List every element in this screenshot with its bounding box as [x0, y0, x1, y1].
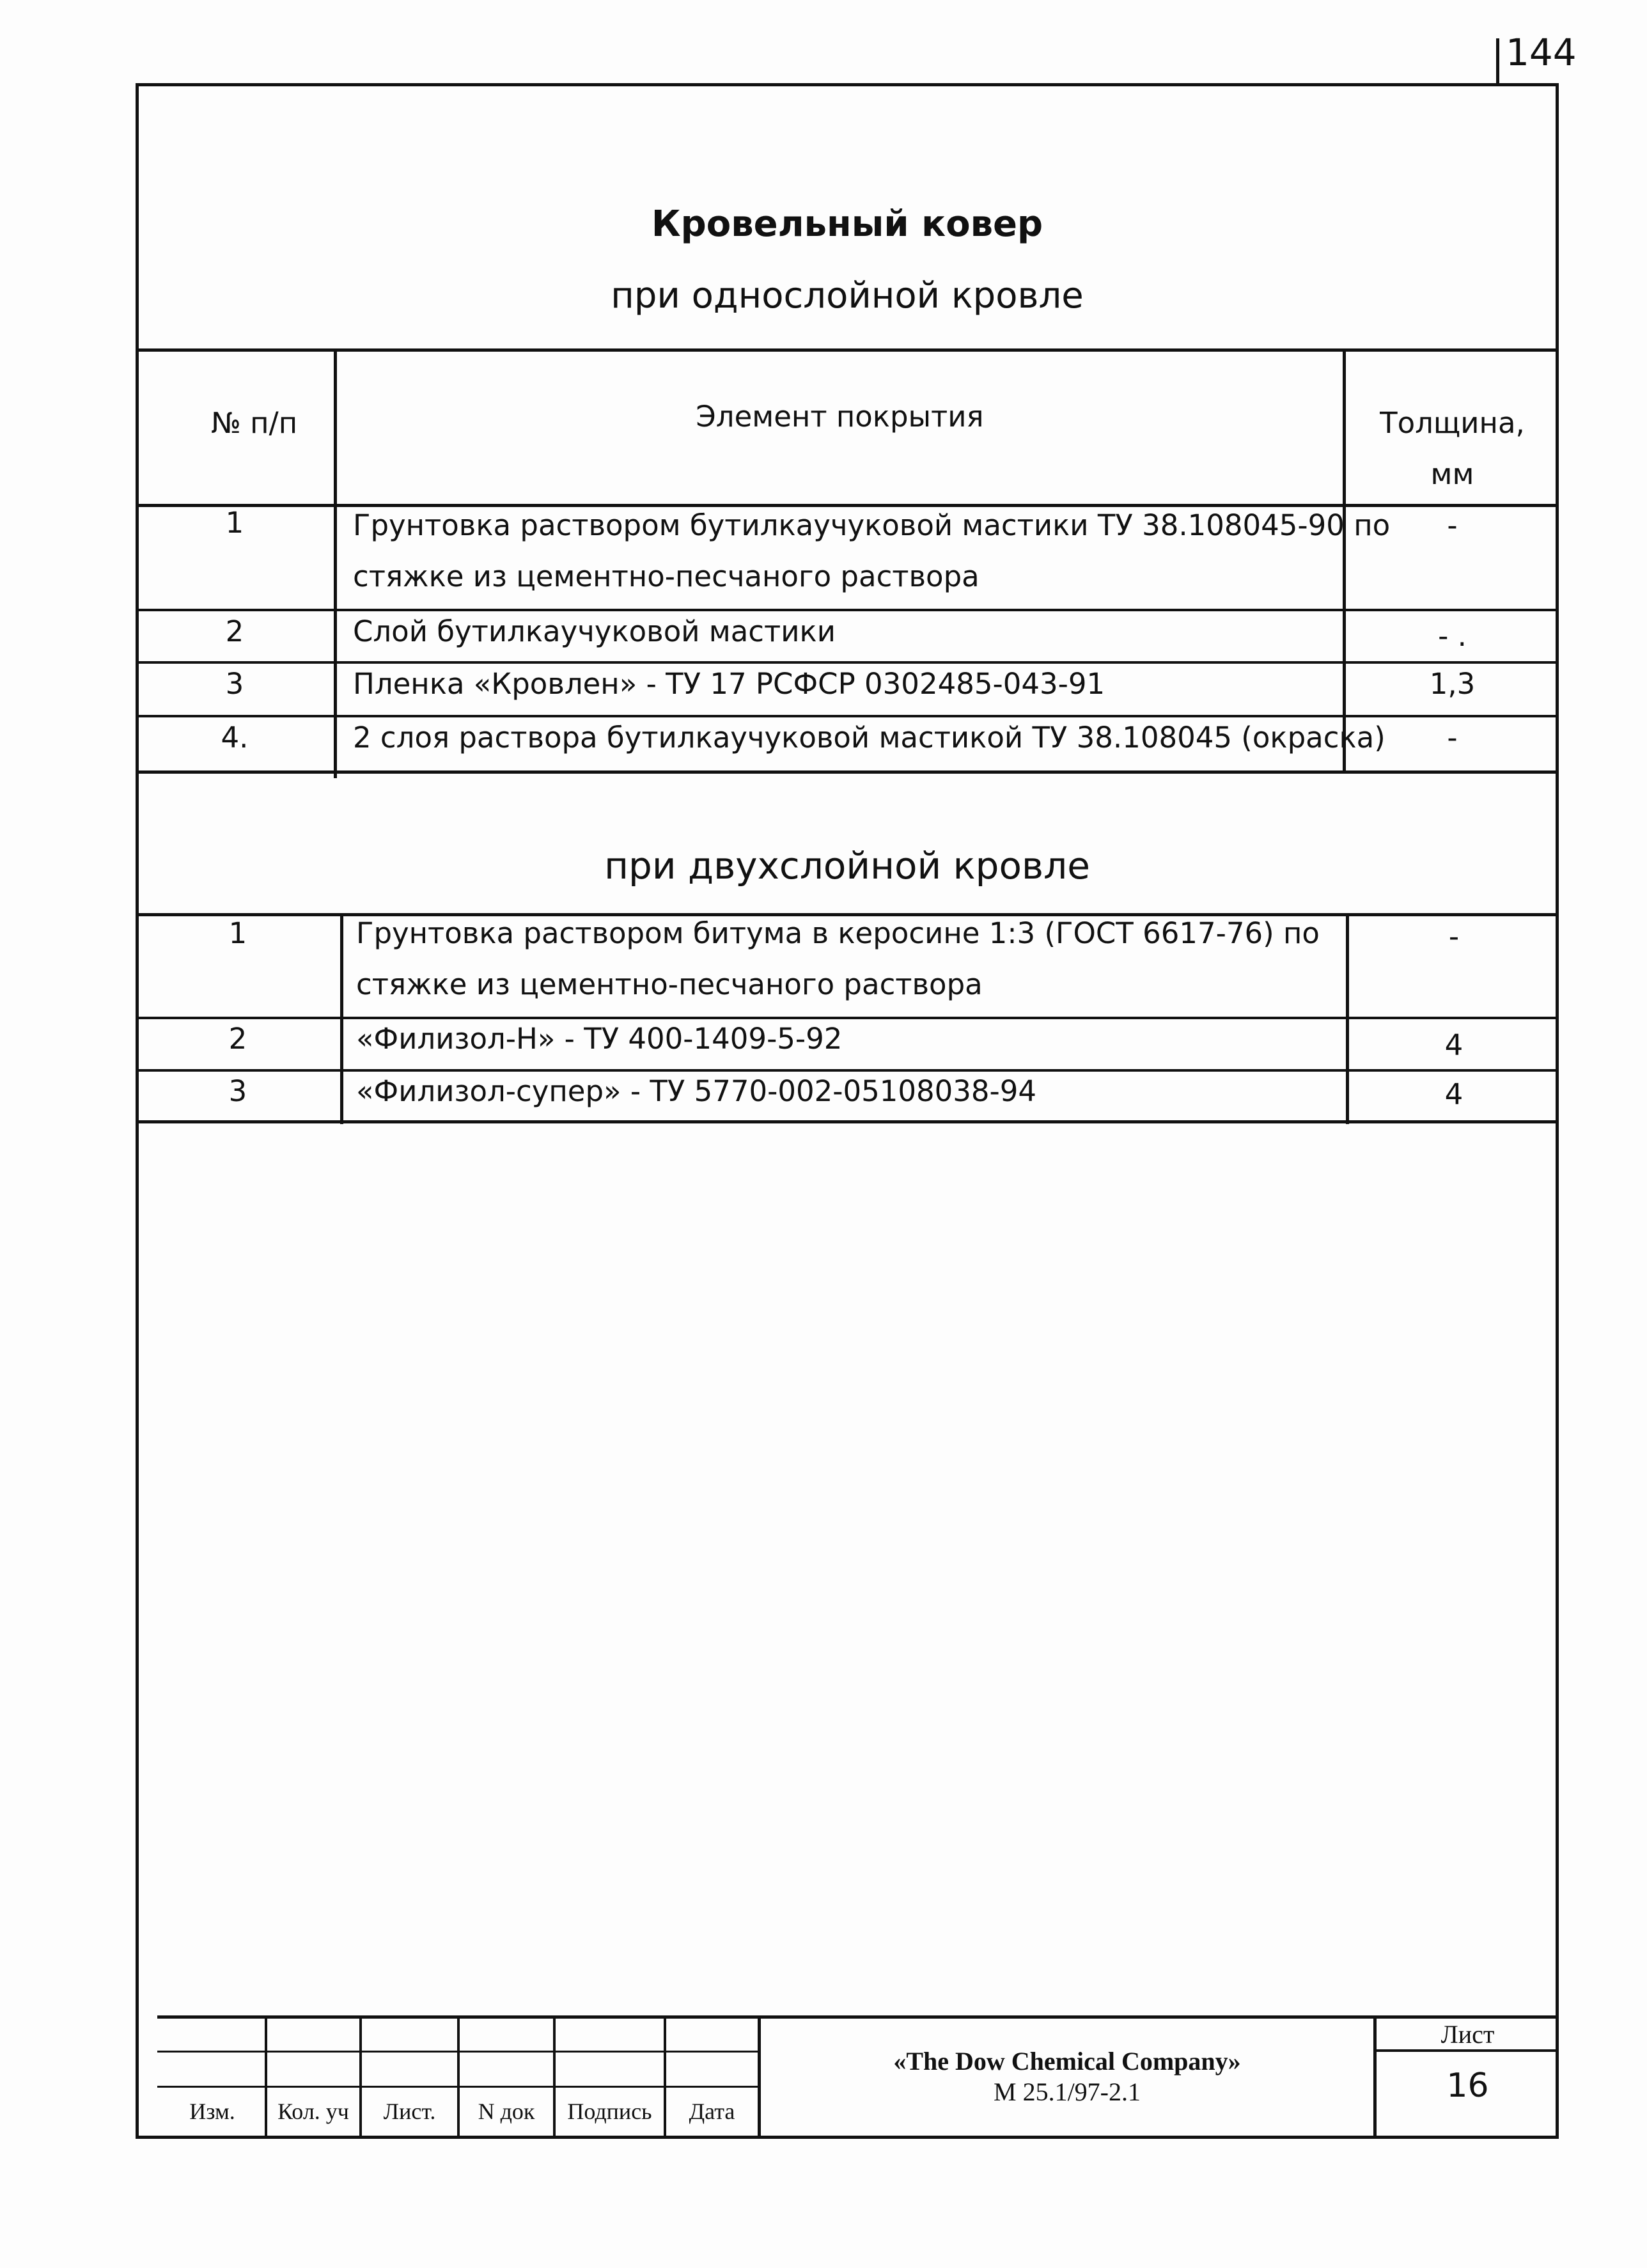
row-element: Слой бутилкаучуковой мастики	[353, 614, 836, 648]
header-thickness-1: Толщина,	[1380, 406, 1525, 440]
row-num: 3	[228, 1074, 247, 1108]
row-element-cont: стяжке из цементно-песчаного раствора	[356, 967, 983, 1001]
header-element: Элемент покрытия	[696, 400, 984, 434]
row-element: «Филизол-супер» - ТУ 5770-002-05108038-94	[356, 1074, 1037, 1108]
corner-tick	[1496, 38, 1499, 86]
row-thickness: 1,3	[1429, 667, 1476, 701]
row-element-cont: стяжке из цементно-песчаного раствора	[353, 559, 980, 593]
header-num: № п/п	[211, 406, 298, 440]
row-num: 3	[225, 667, 244, 701]
row-element: Грунтовка раствором битума в керосине 1:3 (ГОСТ 6617-76) по	[356, 916, 1320, 950]
row-thickness: -	[1447, 508, 1458, 542]
stamp-label-podpis: Подпись	[567, 2099, 652, 2124]
stamp-label-data: Дата	[689, 2099, 735, 2124]
row-num: 2	[225, 614, 244, 648]
stamp-sheet-number: 16	[1446, 2067, 1489, 2105]
row-element: «Филизол-Н» - ТУ 400-1409-5-92	[356, 1022, 843, 1056]
stamp-sheet-label: Лист	[1440, 2020, 1495, 2049]
stamp-top-border	[157, 2015, 1559, 2019]
row-thickness: -	[1448, 919, 1460, 953]
section-single-title: при однослойной кровле	[611, 275, 1084, 317]
section-double-title: при двухслойной кровле	[604, 844, 1090, 888]
row-num: 1	[225, 506, 244, 540]
stamp-label-list: Лист.	[383, 2099, 436, 2124]
stamp-label-ndok: N док	[478, 2099, 535, 2124]
row-num: 1	[228, 916, 247, 950]
stamp-company: «The Dow Chemical Company»	[893, 2047, 1241, 2076]
row-element: Пленка «Кровлен» - ТУ 17 РСФСР 0302485-043-91	[353, 667, 1105, 701]
row-thickness: -	[1447, 721, 1458, 755]
row-thickness: 4	[1444, 1028, 1464, 1062]
stamp-code: М 25.1/97-2.1	[994, 2077, 1141, 2106]
stamp-label-izm: Изм.	[189, 2099, 235, 2124]
row-element: Грунтовка раствором бутилкаучуковой мастики ТУ 38.108045-90 по	[353, 508, 1391, 542]
stamp-label-kol: Кол. уч	[277, 2099, 349, 2124]
row-border	[136, 770, 1559, 774]
row-border	[136, 1120, 1559, 1123]
row-thickness: - .	[1438, 619, 1467, 653]
row-element: 2 слоя раствора бутилкаучуковой мастикой ТУ 38.108045 (окраска)	[353, 721, 1386, 755]
row-thickness: 4	[1444, 1077, 1464, 1111]
stamp-sheet-line	[1373, 2049, 1559, 2052]
header-thickness-2: мм	[1430, 457, 1474, 491]
row-num: 4.	[221, 721, 249, 755]
corner-sheet-number: 144	[1506, 31, 1577, 74]
row-border	[136, 1017, 1559, 1019]
row-num: 2	[228, 1022, 247, 1056]
page-title: Кровельный ковер	[651, 203, 1043, 245]
